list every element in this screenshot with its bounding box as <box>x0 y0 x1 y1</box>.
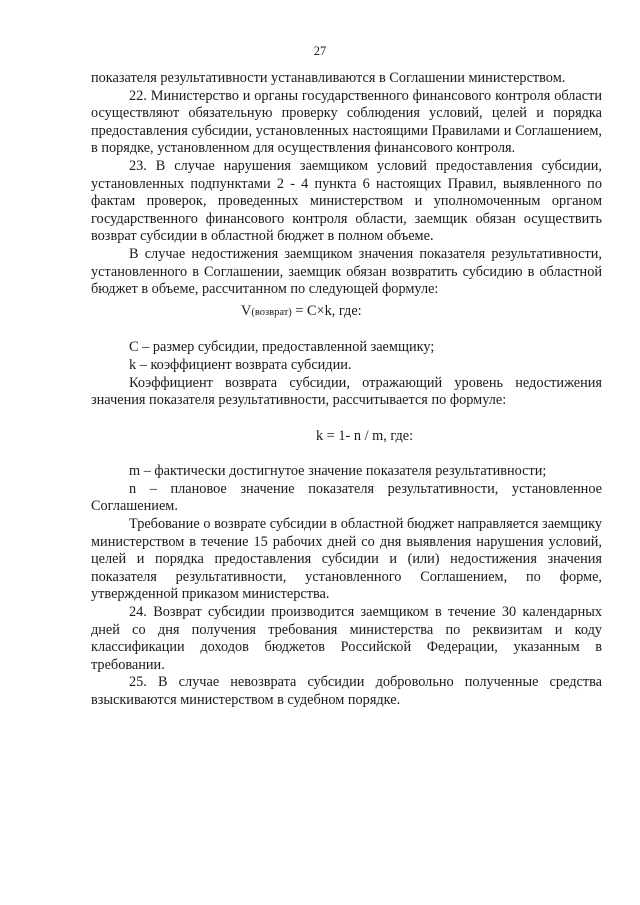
paragraph-24: 24. Возврат субсидии производится заемщиком в течение 30 календарных дней со дня получения требования министерства по реквизитам и коду классификации доходов бюджетов Российской Федерации, указанным в требовании. <box>91 604 602 673</box>
definition-k: k – коэффициент возврата субсидии. <box>129 356 352 373</box>
formula-refund <box>91 303 602 322</box>
definition-m: m – фактически достигнутое значение показателя результативности; <box>129 463 547 480</box>
paragraph-22: 22. Министерство и органы государственного финансового контроля области осуществляют обязательную проверку соблюдения условий, целей и порядка предоставления субсидии, установленных настоящими Правилами и Соглашением, в порядке, установленном для осуществления финансового контроля. <box>91 87 602 157</box>
paragraph-continuation: показателя результативности устанавливаются в Соглашении министерством. <box>91 70 566 86</box>
spacer <box>91 410 602 424</box>
formula-coefficient: k = 1- n / m, где: <box>316 427 414 444</box>
formula-refund-subscript: (возврат) <box>251 306 292 318</box>
formula-refund-rest: = C×k, где: <box>291 302 362 319</box>
definition-n: n – плановое значение показателя результативности, установленное Соглашением. <box>91 480 602 515</box>
definition-c: С – размер субсидии, предоставленной заемщику; <box>129 339 435 356</box>
spacer <box>91 449 602 463</box>
document-body <box>91 70 602 710</box>
formula-refund-v: V <box>241 302 252 319</box>
spacer <box>91 325 602 339</box>
paragraph-coefficient: Коэффициент возврата субсидии, отражающий уровень недостижения значения показателя результативности, рассчитывается по формуле: <box>91 374 602 409</box>
paragraph-requirement: Требование о возврате субсидии в областной бюджет направляется заемщику министерством в течение 15 рабочих дней со дня выявления нарушения условий, целей и порядка предоставления субсидии и (или) недостижения значения показателя результативности, установленного Соглашением, по форме, утвержденной приказом министерства. <box>91 516 602 603</box>
paragraph-25: 25. В случае невозврата субсидии добровольно полученные средства взыскиваются министерством в судебном порядке. <box>91 674 602 708</box>
paragraph-23: 23. В случае нарушения заемщиком условий предоставления субсидии, установленных подпунктами 2 - 4 пункта 6 настоящих Правил, выявленного по фактам проверок, проведенных министерством и уполномоченным органом государственного финансового контроля области, заемщик обязан осуществить возврат субсидии в областной бюджет в полном объеме. <box>91 157 602 245</box>
page-number: 27 <box>313 44 327 58</box>
paragraph-23-underachievement: В случае недостижения заемщиком значения показателя результативности, установленного в Соглашении, заемщик обязан возвратить субсидию в областной бюджет в объеме, рассчитанном по следующей формуле: <box>91 245 602 298</box>
